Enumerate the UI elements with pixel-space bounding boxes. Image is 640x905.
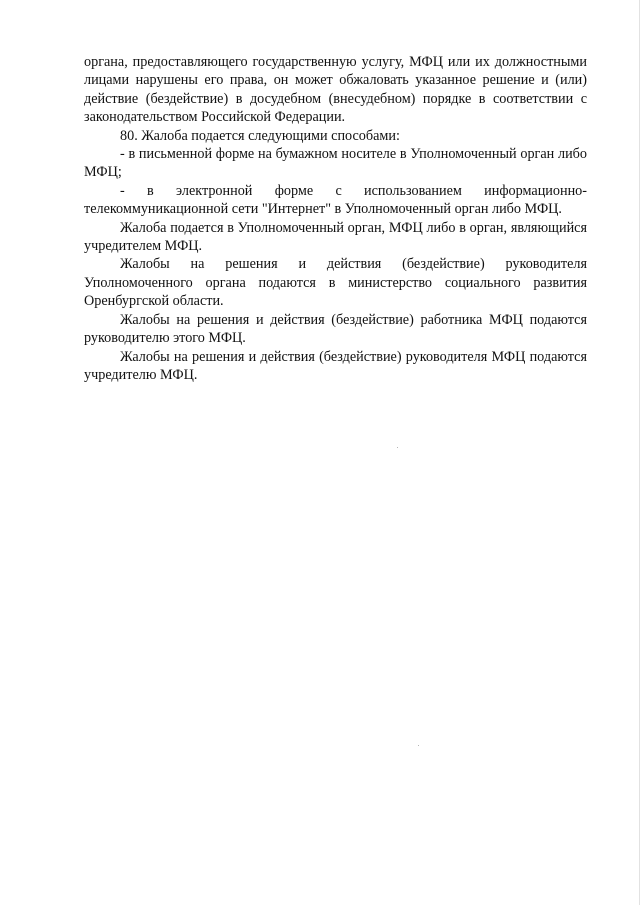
- paragraph-written-form: - в письменной форме на бумажном носителе в Уполномоченный орган либо МФЦ;: [84, 146, 587, 181]
- document-body: [84, 53, 587, 384]
- paragraph-continuation: органа, предоставляющего государственную услугу, МФЦ или их должностными лицами нарушены его права, он может обжаловать указанное решение и (или) действие (бездействие) в досудебном (внесудебном) порядке в соответствии с законодательством Российской Федерации.: [84, 54, 587, 126]
- scan-speck: [397, 447, 398, 448]
- paragraph-mfc-head-complaints: Жалобы на решения и действия (бездействие) руководителя МФЦ подаются учредителю МФЦ.: [84, 348, 587, 383]
- scan-speck: [418, 745, 419, 746]
- paragraph-electronic-form: - в электронной форме с использованием информационно-телекоммуникационной сети "Интернет" в Уполномоченный орган либо МФЦ.: [84, 182, 587, 218]
- paragraph-submission-target: Жалоба подается в Уполномоченный орган, МФЦ либо в орган, являющийся учредителем МФЦ.: [84, 219, 587, 255]
- paragraph-head-complaints: Жалобы на решения и действия (бездействие) руководителя Уполномоченного органа подаются в министерство социального развития Оренбургской области.: [84, 256, 587, 310]
- paragraph-employee-complaints: Жалобы на решения и действия (бездействие) работника МФЦ подаются руководителю этого МФЦ.: [84, 311, 587, 347]
- paragraph-item-80: 80. Жалоба подается следующими способами:: [120, 127, 400, 144]
